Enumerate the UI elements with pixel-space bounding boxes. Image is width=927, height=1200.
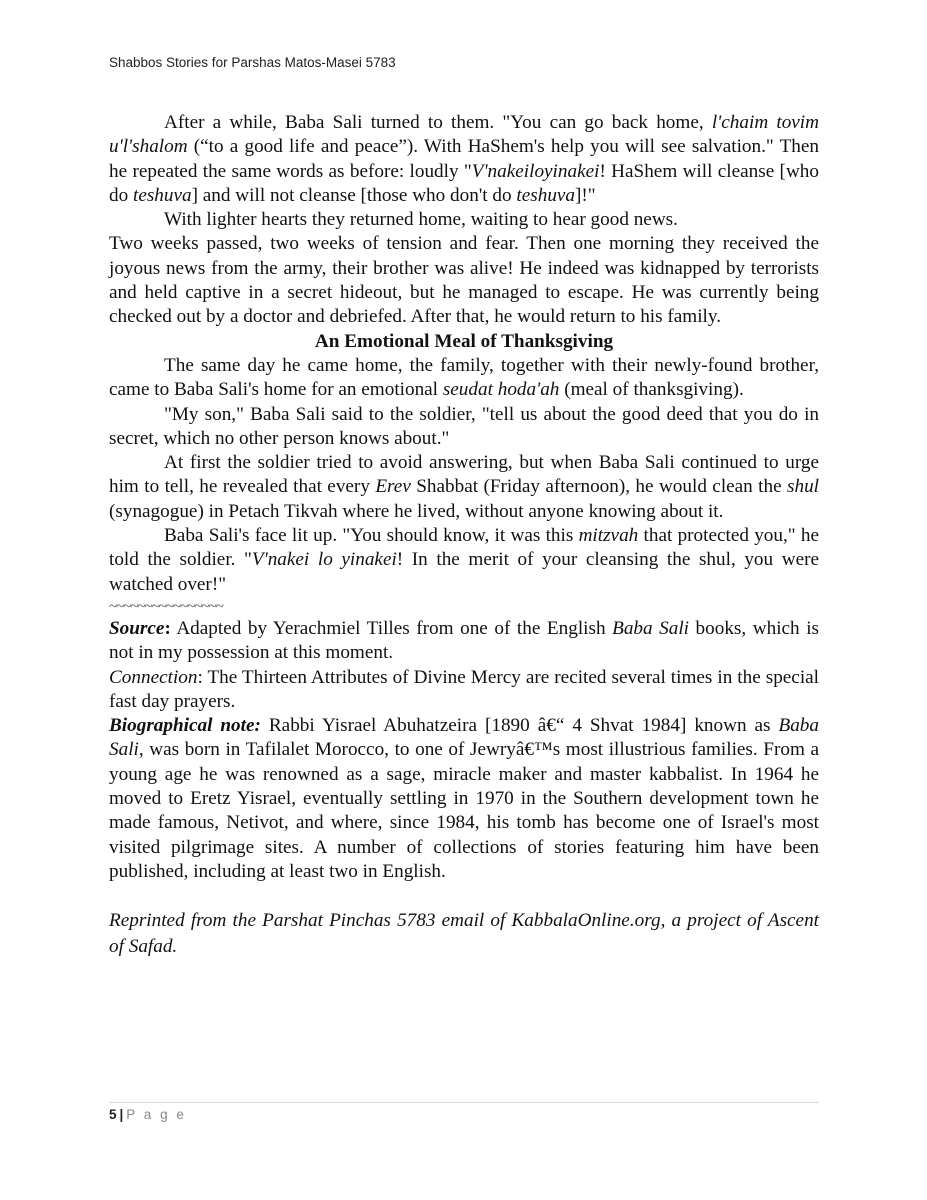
- page-footer: [109, 1107, 186, 1122]
- biographical-note: Biographical note: Rabbi Yisrael Abuhatzeira [1890 â€“ 4 Shvat 1984] known as Baba Sali, was born in Tafilalet Morocco, to one of Jewryâ€™s most illustrious families. From a young age he was renowned as a sage, miracle maker and master kabbalist. In 1964 he moved to Eretz Yisrael, eventually settling in 1970 in the Southern development town he made famous, Netivot, and where, since 1984, his tomb has become one of Israel's most visited pilgrimage sites. A number of collections of stories featuring him have been published, including at least two in English.: [109, 715, 819, 882]
- article-body: [109, 111, 819, 960]
- paragraph-my-son: "My son," Baba Sali said to the soldier, "tell us about the good deed that you do in secret, which no other person knows about.": [109, 403, 819, 449]
- paragraph-at-first: At first the soldier tried to avoid answering, but when Baba Sali continued to urge him to tell, he revealed that every Erev Shabbat (Friday afternoon), he would clean the shul (synagogue) in Petach Tikvah where he lived, without anyone knowing about it.: [109, 452, 820, 522]
- footer-separator: |: [119, 1107, 124, 1122]
- paragraph-two-weeks: Two weeks passed, two weeks of tension and fear. Then one morning they received the joyous news from the army, their brother was alive! He indeed was kidnapped by terrorists and held captive in a secret hideout, but he managed to escape. He was currently being checked out by a doctor and debriefed. After that, he would return to his family.: [109, 233, 819, 328]
- connection-note: Connection: The Thirteen Attributes of Divine Mercy are recited several times in the special fast day prayers.: [109, 666, 819, 712]
- paragraph-face-lit-up: Baba Sali's face lit up. "You should know, it was this mitzvah that protected you," he told the soldier. "V'nakei lo yinakei! In the merit of your cleansing the shul, you were watched over!": [109, 525, 819, 595]
- source-note: Source: Adapted by Yerachmiel Tilles from one of the English Baba Sali books, which is not in my possession at this moment.: [109, 617, 819, 664]
- page-header: Shabbos Stories for Parshas Matos-Masei 5783: [109, 55, 396, 70]
- section-heading: An Emotional Meal of Thanksgiving: [314, 330, 614, 352]
- page-number: 5: [109, 1107, 117, 1122]
- paragraph-return-home: After a while, Baba Sali turned to them. "You can go back home, l'chaim tovim u'l'shalom (“to a good life and peace”). With HaShem's help you will see salvation." Then he repeated the same words as before: loudly "V'nakeiloyinakei! HaShem will cleanse [who do teshuva] and will not cleanse [those who don't do teshuva]!": [109, 112, 819, 206]
- reprint-credit: Reprinted from the Parshat Pinchas 5783 email of KabbalaOnline.org, a project of Ascent of Safad.: [109, 910, 819, 958]
- paragraph-lighter-hearts: With lighter hearts they returned home, waiting to hear good news.: [164, 209, 678, 231]
- footer-divider: [109, 1102, 819, 1103]
- tilde-separator: ~~~~~~~~~~~~~~~~: [109, 598, 223, 615]
- paragraph-same-day: The same day he came home, the family, together with their newly-found brother, came to Baba Sali's home for an emotional seudat hoda'ah (meal of thanksgiving).: [109, 354, 819, 401]
- page-label: P a g e: [126, 1107, 187, 1122]
